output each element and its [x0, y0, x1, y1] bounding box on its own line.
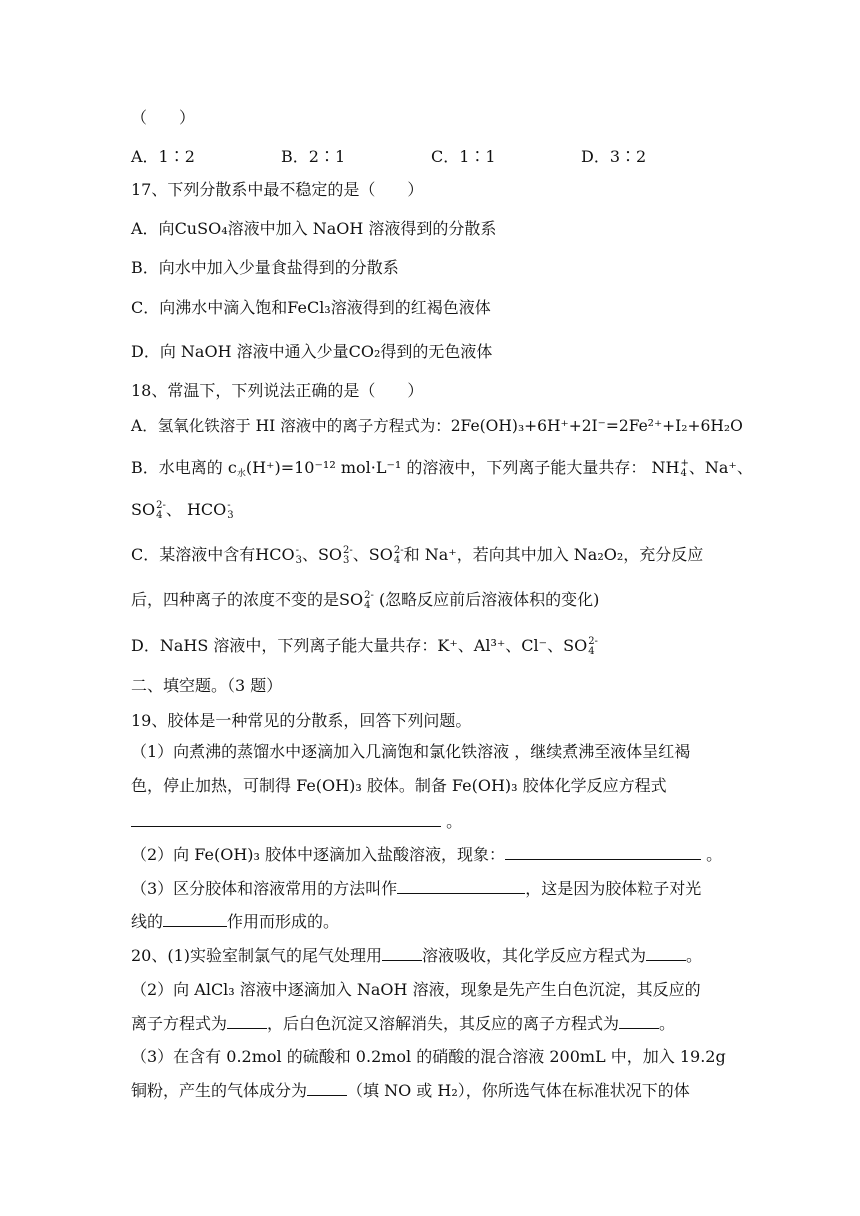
q18b-tail: 、Na⁺、 [688, 458, 753, 477]
q19-part3-line1 [131, 879, 701, 899]
ion-base: HCO [255, 545, 295, 564]
q18c2-text: 后，四种离子的浓度不变的是 [131, 590, 340, 609]
ion-base: SO [317, 545, 343, 564]
q20-2b-text: 离子方程式为 [131, 1014, 228, 1033]
ion-base: NH [651, 458, 680, 477]
q18-option-b-line2 [131, 500, 234, 521]
q17c-text: C．向沸水中滴入饱和 [131, 298, 288, 317]
ion-base: SO [368, 545, 393, 564]
ion-sup: 2- [343, 544, 353, 556]
period: 。 [446, 812, 463, 831]
q17-option-a [131, 219, 496, 239]
q17-option-c [131, 298, 491, 318]
answer-blank[interactable] [163, 912, 227, 927]
q18b-text: B．水电离的 c [131, 458, 237, 477]
q18-option-a: A．氢氧化铁溶于 HI 溶液中的离子方程式为：2Fe(OH)₃+6H⁺+2I⁻=2Fe²⁺+I₂+6H₂O [131, 417, 743, 435]
q20-part3-line2 [131, 1081, 690, 1101]
formula-co2: CO₂ [348, 342, 381, 361]
q17a-text-2: 溶液中加入 NaOH 溶液得到的分散系 [227, 219, 497, 238]
q19-part3-line2 [131, 912, 339, 932]
q19-part2 [131, 845, 722, 865]
ion-so3 [318, 545, 353, 566]
formula-fecl3: FeCl₃ [287, 298, 331, 317]
ion-sub: 4 [393, 554, 401, 566]
answer-blank[interactable] [505, 845, 701, 860]
ion-base: SO [339, 590, 364, 609]
ion-sub: 3 [295, 554, 302, 566]
q20-2b-text-2: ，后白色沉淀又溶解消失，其反应的离子方程式为 [267, 1014, 620, 1033]
option-c: C．1∶1 [431, 147, 496, 166]
q20-part3-line1: （3）在含有 0.2mol 的硫酸和 0.2mol 的硝酸的混合溶液 200mL 中，加入 19.2g [131, 1047, 726, 1066]
ion-sup: 2- [156, 499, 166, 511]
answer-blank[interactable] [646, 946, 686, 961]
option-a: A．1∶2 [131, 147, 195, 166]
q20-part1 [131, 946, 702, 966]
q20-part2-line1: （2）向 AlCl₃ 溶液中逐滴加入 NaOH 溶液，现象是先产生白色沉淀，其反应的 [131, 980, 701, 999]
section-2-heading: 二、填空题。（3 题） [131, 676, 283, 695]
ion-nh4 [652, 458, 689, 479]
ion-sup: - [295, 544, 299, 556]
option-d: D．3∶2 [581, 147, 647, 166]
answer-blank[interactable] [131, 812, 441, 827]
option-b: B．2∶1 [281, 147, 346, 166]
q17-option-b: B．向水中加入少量食盐得到的分散系 [131, 258, 399, 277]
answer-blank[interactable] [227, 1014, 267, 1029]
q17-stem: 17、下列分散系中最不稳定的是（ ） [131, 180, 424, 199]
ion-base: SO [563, 636, 588, 655]
q17-option-d [131, 342, 492, 362]
q16-answer-bracket: （ ） [131, 108, 196, 127]
q19-part1-line1: （1）向煮沸的蒸馏水中逐滴加入几滴饱和氯化铁溶液 ，继续煮沸至液体呈红褐 [131, 742, 691, 761]
q16-options [131, 147, 646, 167]
answer-blank[interactable] [619, 1014, 659, 1029]
q17d-text-2: 得到的无色液体 [380, 342, 493, 361]
q20-3b-text-2: （填 NO 或 H₂），你所选气体在标准状况下的体 [347, 1081, 690, 1100]
answer-blank[interactable] [382, 946, 422, 961]
ion-sub: 3 [227, 509, 234, 521]
answer-blank[interactable] [397, 879, 525, 894]
ion-sub: 4 [364, 599, 371, 611]
q19-3b-text-2: 作用而形成的。 [227, 912, 340, 931]
ion-sub: 4 [156, 509, 163, 521]
ion-sup: 2- [393, 544, 404, 556]
ion-sup: + [680, 457, 689, 469]
q19-3-tail: ，这是因为胶体粒子对光 [525, 879, 702, 898]
q18-option-c-line2 [131, 590, 599, 611]
q19-3-text: （3）区分胶体和溶液常用的方法叫作 [131, 879, 398, 898]
q19-stem: 19、胶体是一种常见的分散系，回答下列问题。 [131, 711, 472, 730]
q20-1-text-2: 溶液吸收，其化学反应方程式为 [422, 946, 647, 965]
period: 。 [659, 1014, 676, 1033]
ion-so4 [131, 500, 166, 521]
q17c-text-2: 溶液得到的红褐色液体 [330, 298, 491, 317]
ion-hco3 [187, 500, 234, 521]
separator: 、 [165, 500, 182, 519]
period: 。 [686, 946, 703, 965]
q19-part1-line2: 色，停止加热，可制得 Fe(OH)₃ 胶体。制备 Fe(OH)₃ 胶体化学反应方程式 [131, 776, 667, 795]
q20-1-text: 20、(1)实验室制氯气的尾气处理用 [131, 946, 383, 965]
q18c-tail: 和 Na⁺，若向其中加入 Na₂O₂，充分反应 [403, 545, 704, 564]
q18c2-text-2: (忽略反应前后溶液体积的变化) [378, 590, 600, 609]
q19-2-text: （2）向 Fe(OH)₃ 胶体中逐滴加入盐酸溶液，现象： [131, 845, 506, 864]
q19-3b-text: 线的 [131, 912, 164, 931]
q19-part1-line3 [131, 812, 462, 832]
q18c-text: C．某溶液中含有 [131, 545, 256, 564]
q17d-text: D．向 NaOH 溶液中通入少量 [131, 342, 349, 361]
q18d-text: D．NaHS 溶液中，下列离子能大量共存：K⁺、Al³⁺、Cl⁻、 [131, 636, 564, 655]
answer-blank[interactable] [307, 1081, 347, 1096]
ion-sup: 2- [364, 589, 374, 601]
separator: 、 [352, 545, 369, 564]
ion-sub: 4 [680, 467, 687, 479]
q18-option-d [131, 636, 598, 657]
q18-option-b [131, 458, 753, 484]
q18b-text-2: (H⁺)=10⁻¹² mol·L⁻¹ 的溶液中，下列离子能大量共存： [245, 458, 647, 477]
formula-cuso4: CuSO₄ [174, 219, 228, 238]
q20-part2-line2 [131, 1014, 675, 1034]
ion-hco3 [255, 545, 302, 566]
q18-option-c [131, 545, 703, 566]
ion-sup: - [227, 499, 231, 511]
ion-base: SO [131, 500, 156, 519]
q18-stem: 18、常温下，下列说法正确的是（ ） [131, 381, 424, 400]
q17a-text: A．向 [131, 219, 175, 238]
ion-so4 [369, 545, 404, 566]
separator: 、 [301, 545, 318, 564]
ion-sup: 2- [588, 635, 598, 647]
q18b-sub: 水 [236, 469, 246, 479]
ion-so4 [339, 590, 374, 611]
ion-base: HCO [186, 500, 227, 519]
q20-3b-text: 铜粉，产生的气体成分为 [131, 1081, 308, 1100]
period: 。 [706, 845, 723, 864]
ion-so4 [563, 636, 598, 657]
ion-sub: 4 [588, 645, 595, 657]
ion-sub: 3 [343, 554, 350, 566]
